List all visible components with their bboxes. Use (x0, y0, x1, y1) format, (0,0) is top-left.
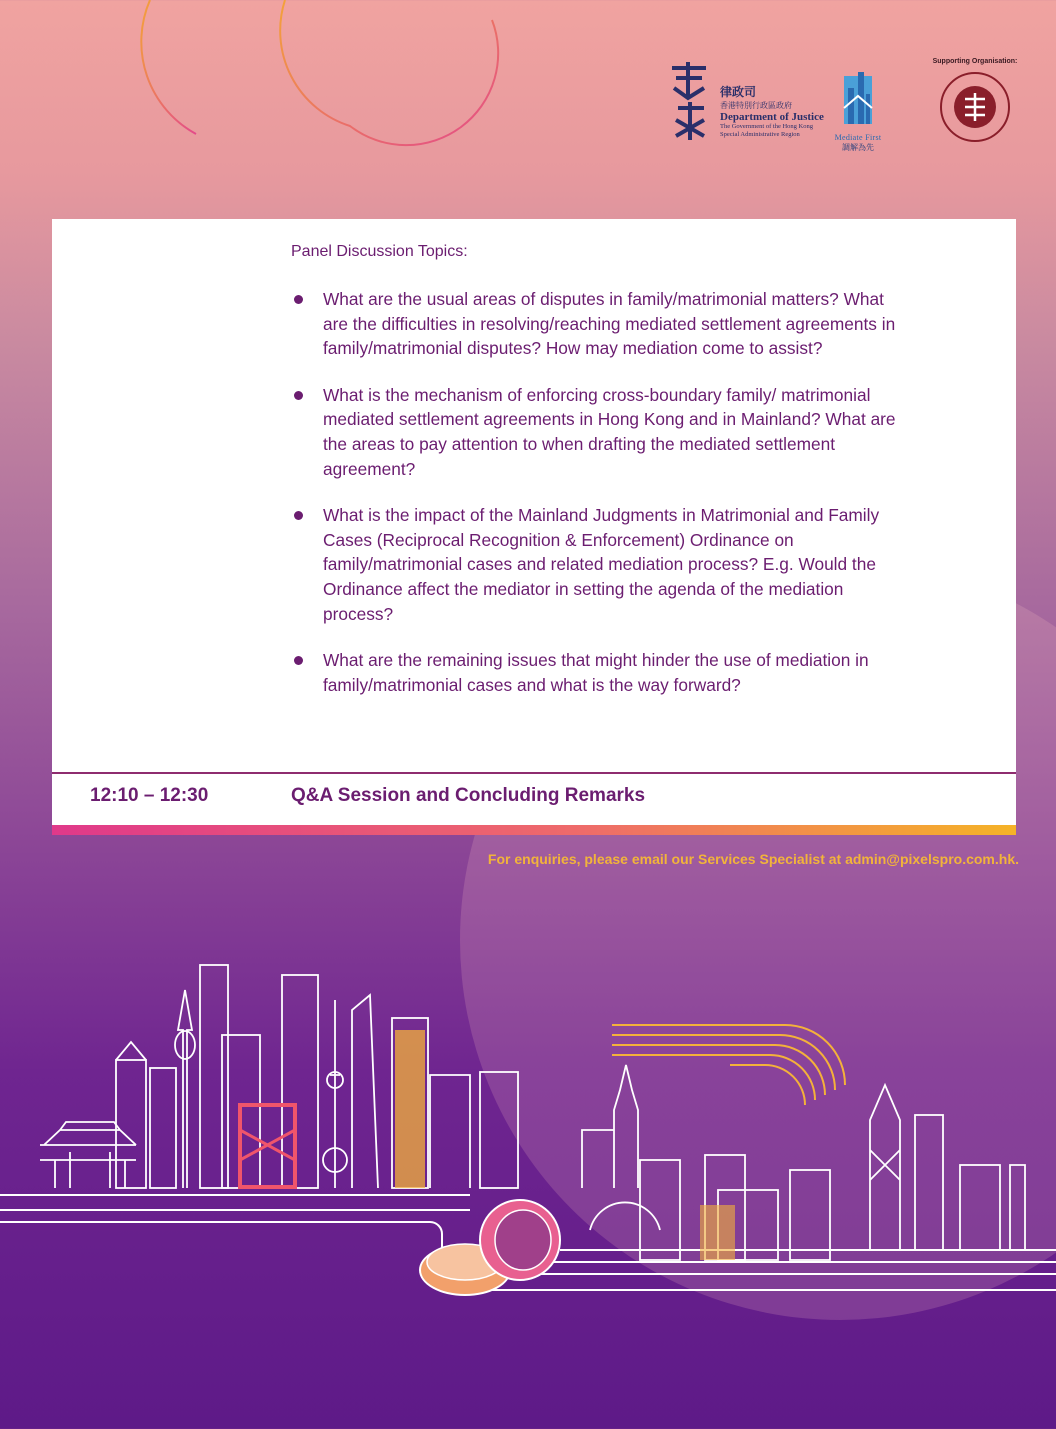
topic-item (291, 648, 901, 697)
session-title: Q&A Session and Concluding Remarks (291, 785, 646, 806)
law-society-seal-icon (939, 71, 1011, 143)
topic-text: What are the usual areas of disputes in family/matrimonial matters? What are the difficulties in resolving/reaching mediated settlement agreements in family/matrimonial disputes? How may mediation come to assist? (323, 289, 896, 359)
topic-text: What are the remaining issues that might hinder the use of mediation in family/matrimonial cases and what is the way forward? (323, 650, 869, 695)
doj-logo (668, 58, 828, 148)
agenda-card (52, 219, 1016, 825)
doj-sub1: The Government of the Hong Kong (720, 123, 813, 130)
topic-item (291, 287, 901, 361)
doj-cn: 律政司 (720, 85, 757, 99)
panel-title: Panel Discussion Topics: (291, 243, 468, 260)
topic-text: What is the impact of the Mainland Judgments in Matrimonial and Family Cases (Reciprocal Recognition & Enforcement) Ordinance on family/matrimonial cases and related mediation process? E.g. Would the Ordinance affect the mediator in setting the agenda of the mediation process? (323, 505, 880, 624)
law-society-logo (920, 58, 1030, 154)
mediate-first-icon (838, 68, 878, 126)
mediate-first-label: Mediate First (834, 133, 882, 142)
doj-cn-sub: 香港特別行政區政府 (720, 101, 792, 110)
bullet-icon (294, 656, 303, 665)
doj-sub2: Special Administrative Region (720, 131, 800, 138)
supporting-label: Supporting Organisation: (932, 58, 1018, 65)
topic-text: What is the mechanism of enforcing cross-boundary family/ matrimonial mediated settlement agreements in Hong Kong and in Mainland? What are the areas to pay attention to when drafting the mediated settlement agreement? (323, 384, 896, 479)
bullet-icon (294, 391, 303, 400)
logos-area (668, 58, 1028, 154)
doj-seal-icon (668, 58, 712, 144)
bullet-icon (294, 511, 303, 520)
mediate-first-logo (828, 68, 888, 154)
gradient-bar (52, 825, 1016, 835)
bullet-icon (294, 295, 303, 304)
session-time: 12:10 – 12:30 (90, 785, 209, 806)
doj-text (720, 83, 824, 139)
mediate-first-cn: 調解為先 (842, 143, 874, 152)
divider (52, 772, 1016, 774)
topic-item (291, 383, 901, 481)
doj-en: Department of Justice (720, 111, 824, 123)
enquiry-text: For enquiries, please email our Services Specialist at admin@pixelspro.com.hk. (487, 851, 1019, 867)
topic-item (291, 503, 901, 626)
topics-list (291, 287, 901, 719)
